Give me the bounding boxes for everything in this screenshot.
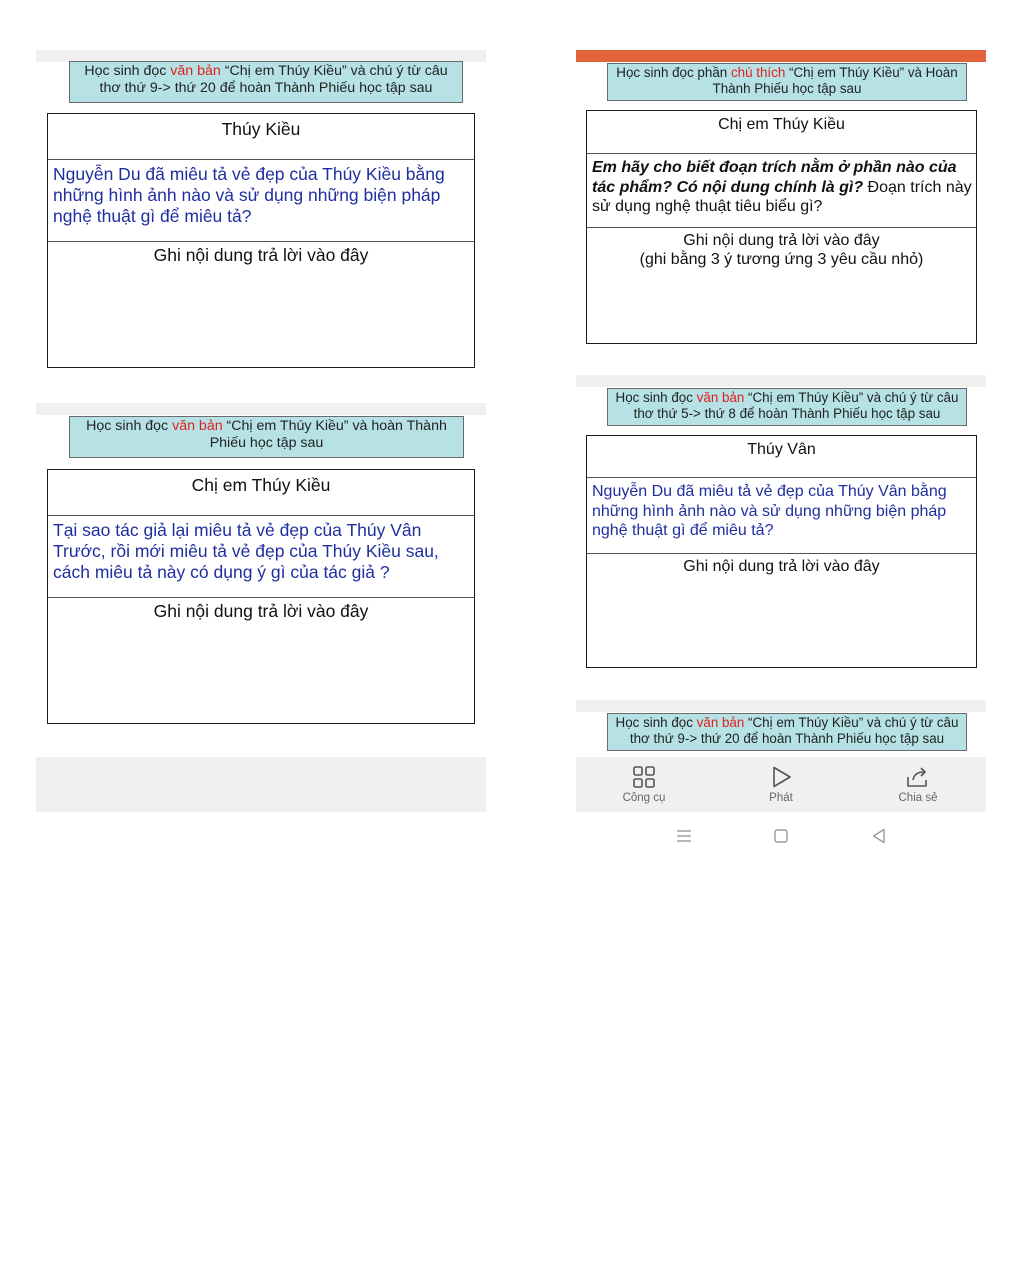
- banner-highlight: văn bản: [696, 715, 745, 730]
- slide-4[interactable]: [576, 375, 986, 680]
- worksheet-card: [586, 110, 977, 344]
- banner-text: “Chị em Thúy Kiều” và chú ý từ câu thơ thứ 9-> thứ 20 để hoàn Thành Phiếu học tập sau: [99, 63, 448, 96]
- slide-3-banner: [69, 416, 464, 458]
- slide-2-banner: [607, 63, 967, 101]
- slide-5-top-strip: [576, 700, 986, 712]
- banner-text: Học sinh đọc: [86, 418, 173, 434]
- home-square-icon[interactable]: [771, 826, 791, 846]
- answer-area[interactable]: Ghi nội dung trả lời vào đây: [153, 245, 369, 265]
- card-title: Thúy Kiều: [221, 119, 301, 139]
- share-button[interactable]: [878, 757, 958, 812]
- banner-text: Học sinh đọc phần: [616, 65, 731, 80]
- banner-highlight: văn bản: [172, 418, 223, 434]
- slide-2[interactable]: [576, 50, 986, 355]
- banner-text: Học sinh đọc: [615, 715, 697, 730]
- play-icon: [769, 765, 793, 789]
- slide-1[interactable]: [36, 50, 486, 380]
- banner-text: “Chị em Thúy Kiều” và Hoàn Thành Phiếu học tập sau: [712, 65, 958, 96]
- question-emphasis: Em hãy cho biết đoạn trích nằm ở phần nào của tác phẩm? Có nội dung chính là gì?: [592, 159, 957, 196]
- share-label: Chia sẻ: [898, 792, 938, 804]
- answer-prompt: Ghi nội dung trả lời vào đây: [683, 232, 880, 249]
- menu-icon[interactable]: [674, 826, 694, 846]
- card-question: Tại sao tác giả lại miêu tả vẻ đẹp của Thúy Vân Trước, rồi mới miêu tả vẻ đẹp của Thúy Kiều sau, cách miêu tả này có dụng ý gì của tác giả ?: [53, 520, 439, 582]
- banner-text: Học sinh đọc: [84, 63, 171, 79]
- answer-area[interactable]: Ghi nội dung trả lời vào đây: [683, 558, 880, 575]
- play-button[interactable]: [741, 757, 821, 812]
- slide-3-top-strip: [36, 403, 486, 415]
- worksheet-card: [586, 435, 977, 668]
- card-title: Chị em Thúy Kiều: [718, 116, 845, 133]
- left-bottom-band: [36, 757, 486, 812]
- answer-area[interactable]: Ghi nội dung trả lời vào đây: [153, 601, 369, 621]
- card-title: Chị em Thúy Kiều: [191, 475, 331, 495]
- banner-highlight: chú thích: [730, 65, 786, 80]
- card-question: Nguyễn Du đã miêu tả vẻ đẹp của Thúy Vân bằng những hình ảnh nào và sử dụng những biện pháp nghệ thuật gì để miêu tả?: [592, 483, 947, 539]
- worksheet-card: [47, 469, 475, 724]
- tools-label: Công cụ: [622, 792, 666, 804]
- answer-area[interactable]: [587, 228, 976, 269]
- card-question: [587, 154, 976, 217]
- answer-note: (ghi bằng 3 ý tương ứng 3 yêu cầu nhỏ): [639, 251, 924, 268]
- banner-text: “Chị em Thúy Kiều” và hoàn Thành Phiếu học tập sau: [209, 418, 447, 451]
- banner-text: “Chị em Thúy Kiều” và chú ý từ câu thơ thứ 9-> thứ 20 để hoàn Thành Phiếu học tập sau: [629, 715, 959, 746]
- banner-highlight: văn bản: [170, 63, 221, 79]
- slide-3[interactable]: [36, 403, 486, 736]
- banner-text: “Chị em Thúy Kiều” và chú ý từ câu thơ thứ 5-> thứ 8 để hoàn Thành Phiếu học tập sau: [633, 390, 959, 421]
- grid-icon: [632, 765, 656, 789]
- back-triangle-icon[interactable]: [869, 826, 889, 846]
- bottom-toolbar: [576, 757, 986, 812]
- slide-1-banner: [69, 61, 463, 103]
- tools-button[interactable]: [604, 757, 684, 812]
- slide-2-accent-strip: [576, 50, 986, 62]
- card-question: Nguyễn Du đã miêu tả vẻ đẹp của Thúy Kiều bằng những hình ảnh nào và sử dụng những biện pháp nghệ thuật gì để miêu tả?: [53, 164, 445, 226]
- banner-highlight: văn bản: [696, 390, 745, 405]
- share-icon: [905, 765, 931, 789]
- card-title: Thúy Vân: [747, 441, 816, 458]
- play-label: Phát: [769, 792, 793, 804]
- slide-5-banner: [607, 713, 967, 751]
- slide-5[interactable]: [576, 700, 986, 757]
- banner-text: Học sinh đọc: [615, 390, 697, 405]
- worksheet-card: [47, 113, 475, 368]
- slide-4-top-strip: [576, 375, 986, 387]
- slide-4-banner: [607, 388, 967, 426]
- question-rest: Đoạn trích này sử dụng nghệ thuật tiêu biểu gì?: [592, 178, 972, 215]
